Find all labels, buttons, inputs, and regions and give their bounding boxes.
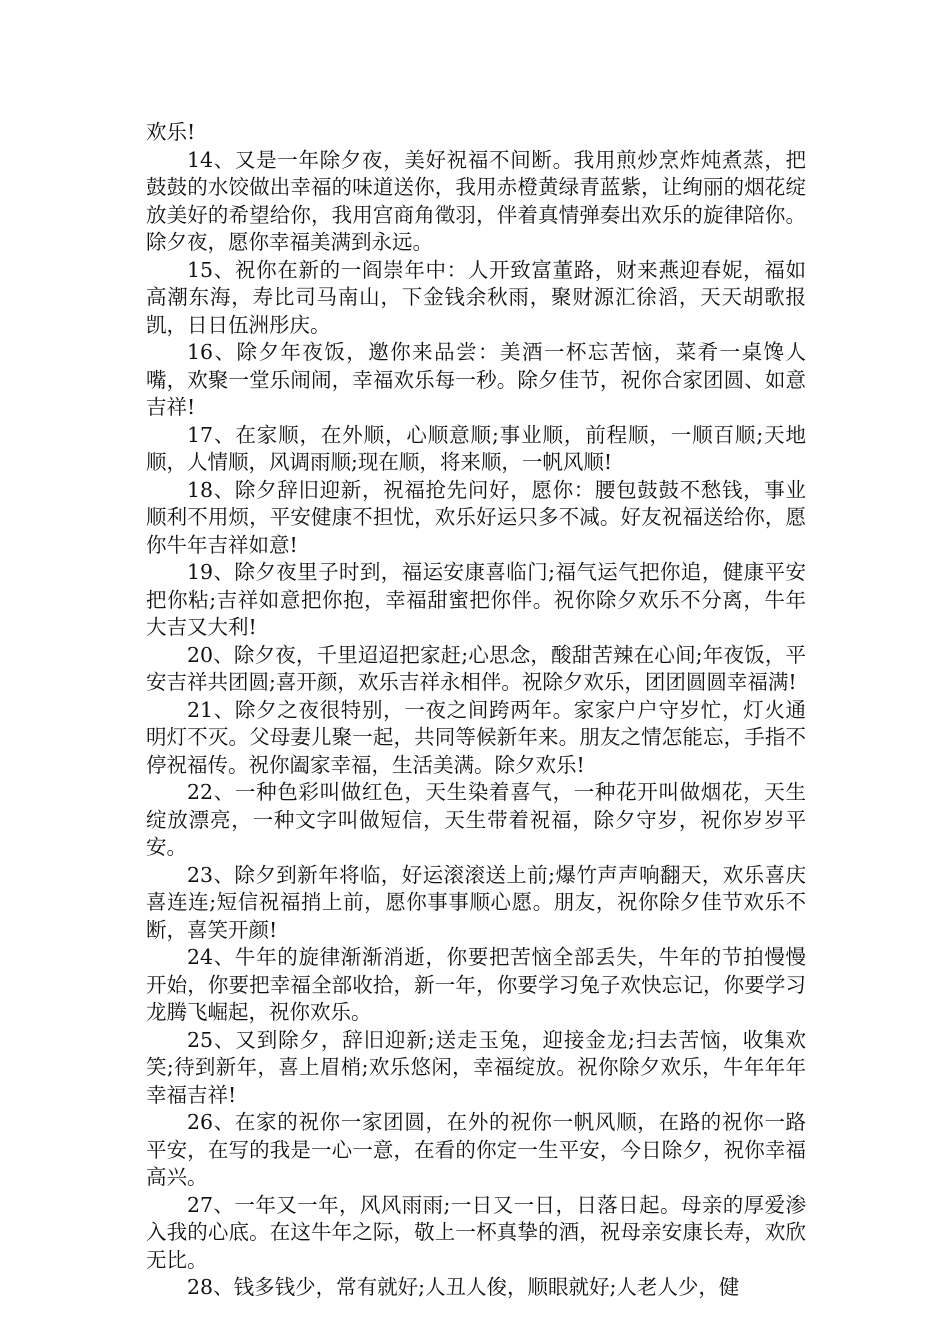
paragraph-27: 27、一年又一年，风风雨雨;一日又一日，日落日起。母亲的厚爱渗入我的心底。在这牛年之际，敬上一杯真挚的酒，祝母亲安康长寿，欢欣无比。 (146, 1192, 806, 1272)
paragraph-20: 20、除夕夜，千里迢迢把家赶;心思念，酸甜苦辣在心间;年夜饭，平安吉祥共团圆;喜开颜，欢乐吉祥永相伴。祝除夕欢乐，团团圆圆幸福满! (146, 642, 806, 694)
paragraph-16: 16、除夕年夜饭，邀你来品尝：美酒一杯忘苦恼，菜肴一桌馋人嘴，欢聚一堂乐闹闹，幸福欢乐每一秒。除夕佳节，祝你合家团圆、如意吉祥! (146, 340, 806, 419)
paragraph-18: 18、除夕辞旧迎新，祝福抢先问好，愿你：腰包鼓鼓不愁钱，事业顺利不用烦，平安健康不担忧，欢乐好运只多不减。好友祝福送给你，愿你牛年吉祥如意! (146, 477, 806, 557)
paragraph-25: 25、又到除夕，辞旧迎新;送走玉兔，迎接金龙;扫去苦恼，收集欢笑;待到新年，喜上眉梢;欢乐悠闲，幸福绽放。祝你除夕欢乐，牛年年年幸福吉祥! (146, 1027, 806, 1107)
document-body (146, 119, 806, 1302)
paragraph-22: 22、一种色彩叫做红色，天生染着喜气，一种花开叫做烟花，天生绽放漂亮，一种文字叫做短信，天生带着祝福，除夕守岁，祝你岁岁平安。 (146, 780, 806, 859)
paragraph-21: 21、除夕之夜很特别，一夜之间跨两年。家家户户守岁忙，灯火通明灯不灭。父母妻儿聚一起，共同等候新年来。朋友之情怎能忘，手指不停祝福传。祝你阖家幸福，生活美满。除夕欢乐! (146, 697, 806, 777)
paragraph-24: 24、牛年的旋律渐渐消逝，你要把苦恼全部丢失，牛年的节拍慢慢开始，你要把幸福全部收拾，新一年，你要学习兔子欢快忘记，你要学习龙腾飞崛起，祝你欢乐。 (146, 945, 806, 1024)
paragraph-17: 17、在家顺，在外顺，心顺意顺;事业顺，前程顺，一顺百顺;天地顺，人情顺，风调雨顺;现在顺，将来顺，一帆风顺! (146, 422, 806, 474)
paragraph-19: 19、除夕夜里子时到，福运安康喜临门;福气运气把你追，健康平安把你粘;吉祥如意把你抱，幸福甜蜜把你伴。祝你除夕欢乐不分离，牛年大吉又大利! (146, 560, 806, 639)
paragraph-26: 26、在家的祝你一家团圆，在外的祝你一帆风顺，在路的祝你一路平安，在写的我是一心一意，在看的你定一生平安，今日除夕，祝你幸福高兴。 (146, 1110, 806, 1189)
paragraph-14: 14、又是一年除夕夜，美好祝福不间断。我用煎炒烹炸炖煮蒸，把鼓鼓的水饺做出幸福的味道送你，我用赤橙黄绿青蓝紫，让绚丽的烟花绽放美好的希望给你，我用宫商角徵羽，伴着真情弹奏出欢乐的旋律陪你。除夕夜，愿你幸福美满到永远。 (146, 147, 806, 254)
paragraph-15: 15、祝你在新的一阎崇年中：人开致富董路，财来燕迎春妮，福如高潮东海，寿比司马南山，下金钱余秋雨，聚财源汇徐滔，天天胡歌报凯，日日伍洲彤庆。 (146, 257, 806, 337)
paragraph-continuation: 欢乐! (146, 120, 196, 144)
paragraph-23: 23、除夕到新年将临，好运滚滚送上前;爆竹声声响翻天，欢乐喜庆喜连连;短信祝福捎上前，愿你事事顺心愿。朋友，祝你除夕佳节欢乐不断，喜笑开颜! (146, 862, 806, 942)
paragraph-28: 28、钱多钱少，常有就好;人丑人俊，顺眼就好;人老人少，健 (187, 1275, 740, 1299)
